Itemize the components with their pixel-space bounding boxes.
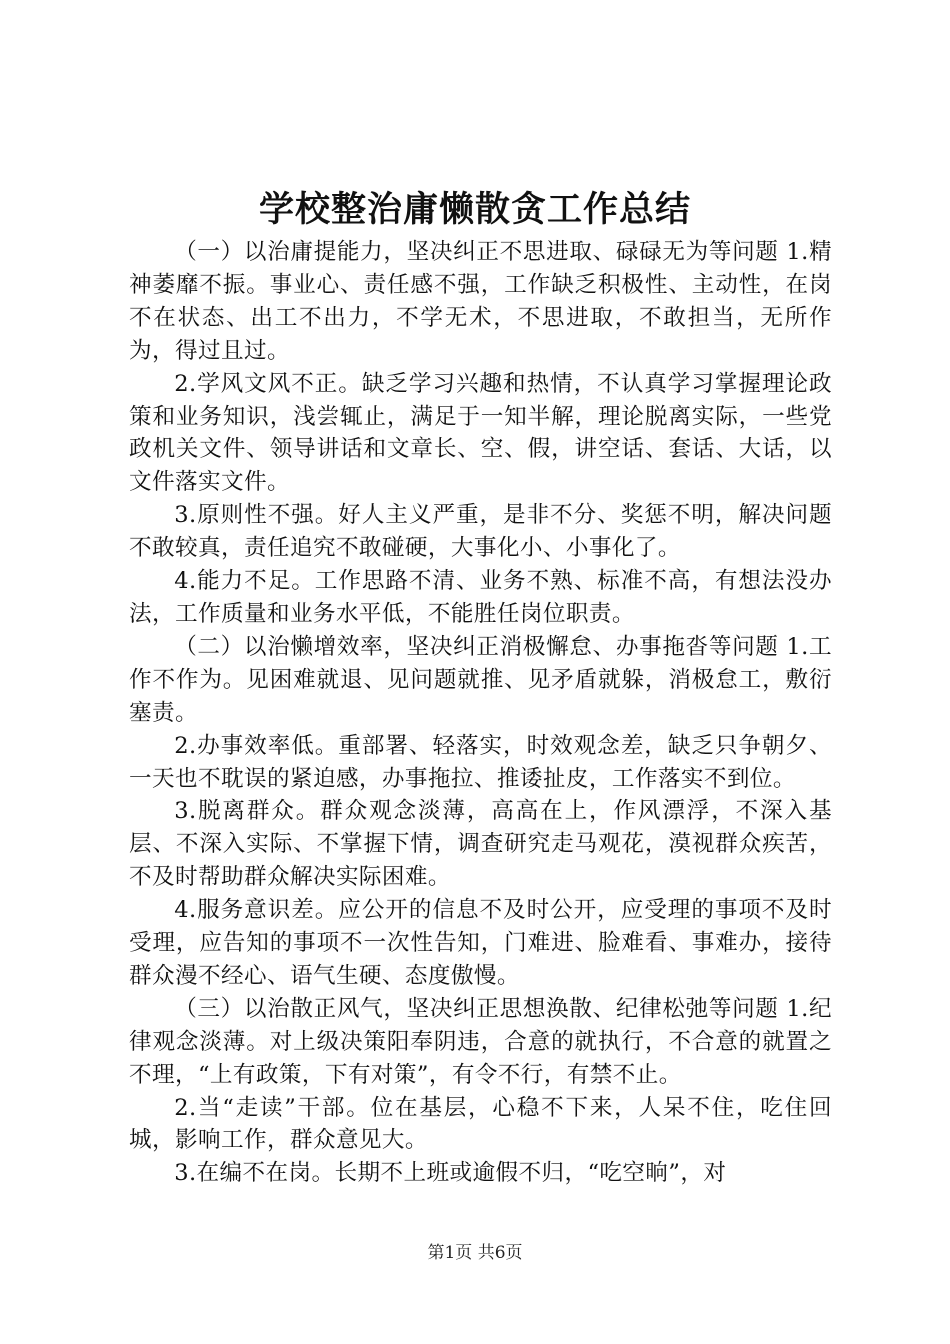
paragraph-6: 2.办事效率低。重部署、轻落实，时效观念差，缺乏只争朝夕、一天也不耽误的紧迫感，办事拖拉、推诿扯皮，工作落实不到位。 [129,732,832,792]
paragraph-1: （一）以治庸提能力，坚决纠正不思进取、碌碌无为等问题 1.精神萎靡不振。事业心、责任感不强，工作缺乏积极性、主动性，在岗不在状态、出工不出力，不学无术，不思进取，不敢担当，无所作为，得过且过。 [129,239,832,364]
paragraph-3: 3.原则性不强。好人主义严重，是非不分、奖惩不明，解决问题不敢较真，责任追究不敢碰硬，大事化小、小事化了。 [129,502,832,562]
paragraph-5: （二）以治懒增效率，坚决纠正消极懈怠、办事拖沓等问题 1.工作不作为。见困难就退、见问题就推、见矛盾就躲，消极怠工，敷衍塞责。 [129,633,832,726]
document-title: 学校整治庸懒散贪工作总结 [258,189,691,230]
paragraph-4: 4.能力不足。工作思路不清、业务不熟、标准不高，有想法没办法，工作质量和业务水平低，不能胜任岗位职责。 [129,568,832,627]
paragraph-11: 3.在编不在岗。长期不上班或逾假不归，“吃空晌”，对 [174,1160,727,1187]
paragraph-9: （三）以治散正风气，坚决纠正思想涣散、纪律松弛等问题 1.纪律观念淡薄。对上级决策阳奉阴违，合意的就执行，不合意的就置之不理，“上有政策，下有对策”，有令不行，有禁不止。 [129,995,832,1088]
paragraph-2: 2.学风文风不正。缺乏学习兴趣和热情，不认真学习掌握理论政策和业务知识，浅尝辄止，满足于一知半解，理论脱离实际，一些党政机关文件、领导讲话和文章长、空、假，讲空话、套话、大话，以文件落实文件。 [129,370,832,496]
paragraph-10: 2.当“走读”干部。位在基层，心稳不下来，人呆不住，吃住回城，影响工作，群众意见大。 [129,1094,832,1154]
paragraph-7: 3.脱离群众。群众观念淡薄，高高在上，作风漂浮，不深入基层、不深入实际、不掌握下情，调查研究走马观花，漠视群众疾苦，不及时帮助群众解决实际困难。 [129,798,832,891]
paragraph-8: 4.服务意识差。应公开的信息不及时公开，应受理的事项不及时受理，应告知的事项不一次性告知，门难进、脸难看、事难办，接待群众漫不经心、语气生硬、态度傲慢。 [129,897,832,989]
document-body [129,236,832,1190]
page-footer: 第1页 共6页 [427,1243,523,1263]
